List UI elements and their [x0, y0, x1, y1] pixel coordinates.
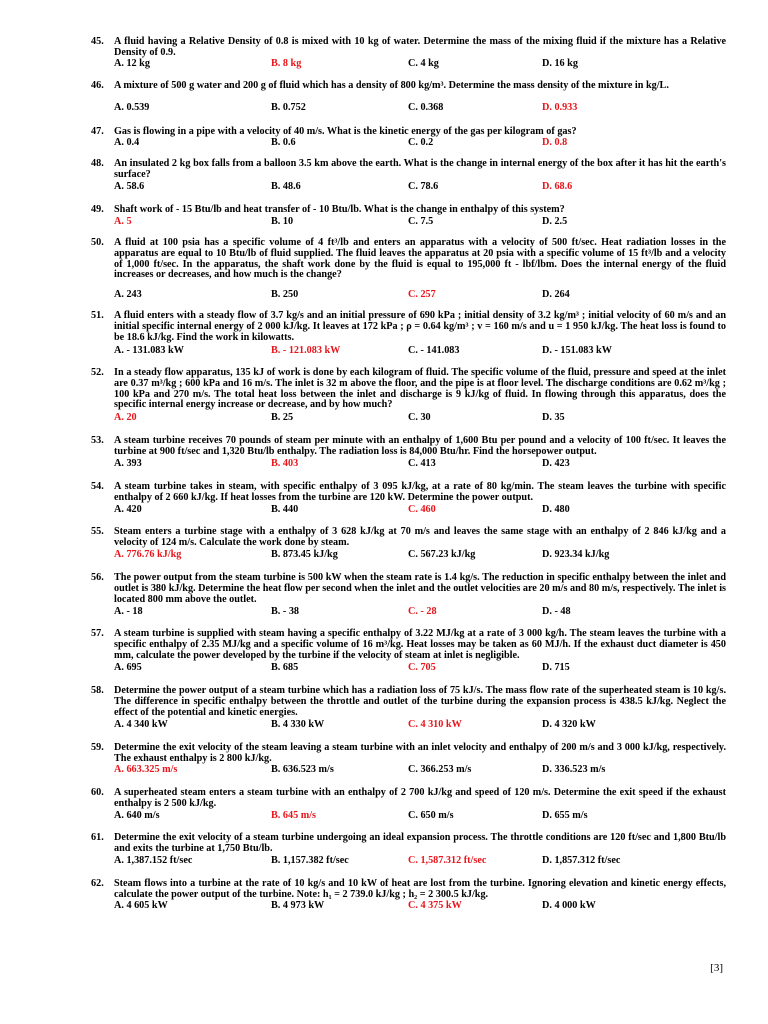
question-number: 59.	[91, 742, 104, 753]
question-number: 57.	[91, 628, 104, 639]
question-number: 52.	[91, 367, 104, 378]
answer-option: A. 695	[114, 662, 142, 673]
question-text: In a steady flow apparatus, 135 kJ of work is done by each kilogram of fluid. The specific volume of the fluid, pressure and speed at the inlet are 0.37 m³/kg ; 600 kPa and 16 m/s. The inlet is 32 m above the floor, and the pipe is at floor level. The discharge conditions are 0.62 m³/kg ; 100 kPa and 270 m/s. The total heat loss between the inlet and discharge is 9 kJ/kg of fluid. In flowing through this apparatus, does the specific internal energy increase or decrease, and by how much?	[114, 367, 726, 411]
answer-option: D. - 151.083 kW	[542, 345, 612, 356]
answer-option: B. - 38	[271, 606, 300, 617]
question-text: A fluid having a Relative Density of 0.8 is mixed with 10 kg of water. Determine the mass of the mixing fluid if the mixture has a Relative Density of 0.9.	[114, 36, 726, 58]
question-text: Determine the exit velocity of the steam leaving a steam turbine with an inlet velocity and enthalpy of 200 m/s and 3 000 kJ/kg, respectively. The exhaust enthalpy is 2 800 kJ/kg.	[114, 742, 726, 764]
question-text: A steam turbine is supplied with steam having a specific enthalpy of 3.22 MJ/kg at a rate of 3 000 kg/h. The steam leaves the turbine with a specific enthalpy of 2.35 MJ/kg and a specific volume of 16 m³/kg. Heat losses may be taken as 60 MJ/h. If the exhaust duct diameter is 450 mm, calculate the power developed by the turbine if the velocity of steam at inlet is negligible.	[114, 628, 726, 661]
question-number: 58.	[91, 685, 104, 696]
question-text: A steam turbine takes in steam, with specific enthalpy of 3 095 kJ/kg, at a rate of 80 kg/min. The steam leaves the turbine with specific enthalpy of 2 660 kJ/kg. If heat losses from the turbine are 120 kW. Determine the power output.	[114, 481, 726, 503]
answer-option: A. 58.6	[114, 181, 145, 192]
answer-option-correct: C. 460	[408, 504, 436, 515]
answer-option: C. 30	[408, 412, 431, 423]
question-text: A mixture of 500 g water and 200 g of fluid which has a density of 800 kg/m³. Determine the mass density of the mixture in kg/L.	[114, 80, 669, 91]
answer-option: D. 480	[542, 504, 570, 515]
question-text: Shaft work of - 15 Btu/lb and heat transfer of - 10 Btu/lb. What is the change in enthalpy of this system?	[114, 204, 565, 215]
question-number: 53.	[91, 435, 104, 446]
answer-option-correct: D. 0.933	[542, 102, 578, 113]
answer-option: D. 2.5	[542, 216, 568, 227]
answer-option: B. 0.752	[271, 102, 306, 113]
question-number: 60.	[91, 787, 104, 798]
answer-option: D. 35	[542, 412, 565, 423]
question-number: 61.	[91, 832, 104, 843]
answer-option-correct: C. 4 310 kW	[408, 719, 462, 730]
page-number: [3]	[710, 962, 723, 974]
answer-option-correct: A. 663.325 m/s	[114, 764, 178, 775]
answer-option: B. 4 973 kW	[271, 900, 325, 911]
answer-option: B. 1,157.382 ft/sec	[271, 855, 349, 866]
question-text: Steam enters a turbine stage with a enthalpy of 3 628 kJ/kg at 70 m/s and leaves the same stage with an enthalpy of 2 846 kJ/kg and a velocity of 124 m/s. Calculate the work done by steam.	[114, 526, 726, 548]
answer-option: A. 4 605 kW	[114, 900, 168, 911]
answer-option: A. 1,387.152 ft/sec	[114, 855, 193, 866]
question-number: 62.	[91, 878, 104, 889]
answer-option: D. 16 kg	[542, 58, 578, 69]
answer-option: C. 366.253 m/s	[408, 764, 472, 775]
question-text: A fluid enters with a steady flow of 3.7 kg/s and an initial pressure of 690 kPa ; initial density of 3.2 kg/m³ ; initial velocity of 60 m/s and an initial specific internal energy of 2 000 kJ/kg. It leaves at 172 kPa ; ρ = 0.64 kg/m³ ; v = 160 m/s and u = 1 950 kJ/kg. The heat loss is found to be 18.6 kJ/kg. Find the work in kilowatts.	[114, 310, 726, 343]
question-text: Determine the power output of a steam turbine which has a radiation loss of 75 kJ/s. The mass flow rate of the superheated steam is 10 kg/s. The difference in specific enthalpy between the throttle and outlet of the turbine during the expansion process is 438.5 kJ/kg. Neglect the effect of the potential and kinetic energies.	[114, 685, 726, 718]
answer-option: C. 0.2	[408, 137, 434, 148]
answer-option: B. 250	[271, 289, 299, 300]
answer-option-correct: D. 68.6	[542, 181, 573, 192]
question-number: 51.	[91, 310, 104, 321]
answer-option: A. 640 m/s	[114, 810, 160, 821]
question-number: 54.	[91, 481, 104, 492]
question-number: 45.	[91, 36, 104, 47]
answer-option-correct: C. 1,587.312 ft/sec	[408, 855, 487, 866]
answer-option: D. 4 320 kW	[542, 719, 596, 730]
answer-option-correct: B. 403	[271, 458, 299, 469]
question-text: An insulated 2 kg box falls from a balloon 3.5 km above the earth. What is the change in internal energy of the box after it has hit the earth's surface?	[114, 158, 726, 180]
answer-option: A. 0.4	[114, 137, 140, 148]
answer-option: A. 4 340 kW	[114, 719, 168, 730]
answer-option-correct: B. - 121.083 kW	[271, 345, 341, 356]
answer-option: C. 650 m/s	[408, 810, 454, 821]
answer-option: C. 78.6	[408, 181, 439, 192]
question-text: Steam flows into a turbine at the rate of 10 kg/s and 10 kW of heat are lost from the turbine. Ignoring elevation and kinetic energy effects, calculate the power output of the turbine. Note: h₁ = 2 739.0 kJ/kg ; h₂ = 2 300.5 kJ/kg.	[114, 878, 726, 900]
answer-option: A. 393	[114, 458, 142, 469]
question-number: 48.	[91, 158, 104, 169]
answer-option: A. - 18	[114, 606, 143, 617]
answer-option: D. 423	[542, 458, 570, 469]
question-number: 47.	[91, 126, 104, 137]
answer-option-correct: A. 5	[114, 216, 132, 227]
answer-option-correct: B. 8 kg	[271, 58, 302, 69]
answer-option: D. 715	[542, 662, 570, 673]
answer-option: B. 25	[271, 412, 294, 423]
answer-option: B. 636.523 m/s	[271, 764, 334, 775]
question-number: 55.	[91, 526, 104, 537]
question-text: Determine the exit velocity of a steam turbine undergoing an ideal expansion process. The throttle conditions are 120 ft/sec and 1,800 Btu/lb and exits the turbine at 1,750 Btu/lb.	[114, 832, 726, 854]
question-text: Gas is flowing in a pipe with a velocity of 40 m/s. What is the kinetic energy of the gas per kilogram of gas?	[114, 126, 577, 137]
answer-option: D. 4 000 kW	[542, 900, 596, 911]
answer-option: B. 4 330 kW	[271, 719, 325, 730]
answer-option: C. 413	[408, 458, 436, 469]
answer-option: A. 12 kg	[114, 58, 150, 69]
answer-option-correct: C. - 28	[408, 606, 437, 617]
answer-option: B. 10	[271, 216, 294, 227]
answer-option-correct: A. 776.76 kJ/kg	[114, 549, 182, 560]
answer-option: A. 243	[114, 289, 142, 300]
answer-option: D. 923.34 kJ/kg	[542, 549, 610, 560]
answer-option-correct: C. 4 375 kW	[408, 900, 462, 911]
answer-option: B. 48.6	[271, 181, 301, 192]
answer-option-correct: C. 705	[408, 662, 436, 673]
answer-option: B. 873.45 kJ/kg	[271, 549, 338, 560]
answer-option: C. 0.368	[408, 102, 444, 113]
question-number: 50.	[91, 237, 104, 248]
answer-option-correct: D. 0.8	[542, 137, 568, 148]
answer-option: A. - 131.083 kW	[114, 345, 184, 356]
answer-option-correct: B. 645 m/s	[271, 810, 316, 821]
answer-option: D. 655 m/s	[542, 810, 588, 821]
answer-option: D. 336.523 m/s	[542, 764, 606, 775]
answer-option: D. 264	[542, 289, 570, 300]
question-text: A steam turbine receives 70 pounds of steam per minute with an enthalpy of 1,600 Btu per pound and a velocity of 100 ft/sec. It leaves the turbine at 900 ft/sec and 1,320 Btu/lb enthalpy. The radiation loss is 84,000 Btu/hr. Find the horsepower output.	[114, 435, 726, 457]
question-text: A superheated steam enters a steam turbine with an enthalpy of 2 700 kJ/kg and speed of 120 m/s. Determine the exit speed if the exhaust enthalpy is 2 500 kJ/kg.	[114, 787, 726, 809]
question-number: 46.	[91, 80, 104, 91]
answer-option: C. 4 kg	[408, 58, 439, 69]
question-text: The power output from the steam turbine is 500 kW when the steam rate is 1.4 kg/s. The reduction in specific enthalpy between the inlet and outlet is 380 kJ/kg. Determine the heat flow per second when the inlet and the outlet velocities are 20 m/s and 80 m/s, respectively. The inlet is located 800 mm above the outlet.	[114, 572, 726, 605]
answer-option: D. - 48	[542, 606, 571, 617]
answer-option: B. 0.6	[271, 137, 296, 148]
answer-option: B. 440	[271, 504, 299, 515]
answer-option: C. 7.5	[408, 216, 434, 227]
question-number: 56.	[91, 572, 104, 583]
answer-option-correct: C. 257	[408, 289, 436, 300]
answer-option: C. - 141.083	[408, 345, 460, 356]
answer-option: A. 420	[114, 504, 142, 515]
answer-option: C. 567.23 kJ/kg	[408, 549, 476, 560]
question-text: A fluid at 100 psia has a specific volume of 4 ft³/lb and enters an apparatus with a velocity of 500 ft/sec. Heat radiation losses in the apparatus are equal to 10 Btu/lb of fluid supplied. The fluid leaves the apparatus at 20 psia with a specific volume of 15 ft³/lb and a velocity of 1,000 ft/sec. In the apparatus, the shaft work done by the fluid is equal to 195,000 ft - lbf/lbm. Does the internal energy of the fluid increases or decreases, and how much is the change?	[114, 237, 726, 281]
question-number: 49.	[91, 204, 104, 215]
answer-option: B. 685	[271, 662, 299, 673]
answer-option-correct: A. 20	[114, 412, 137, 423]
answer-option: D. 1,857.312 ft/sec	[542, 855, 621, 866]
answer-option: A. 0.539	[114, 102, 150, 113]
